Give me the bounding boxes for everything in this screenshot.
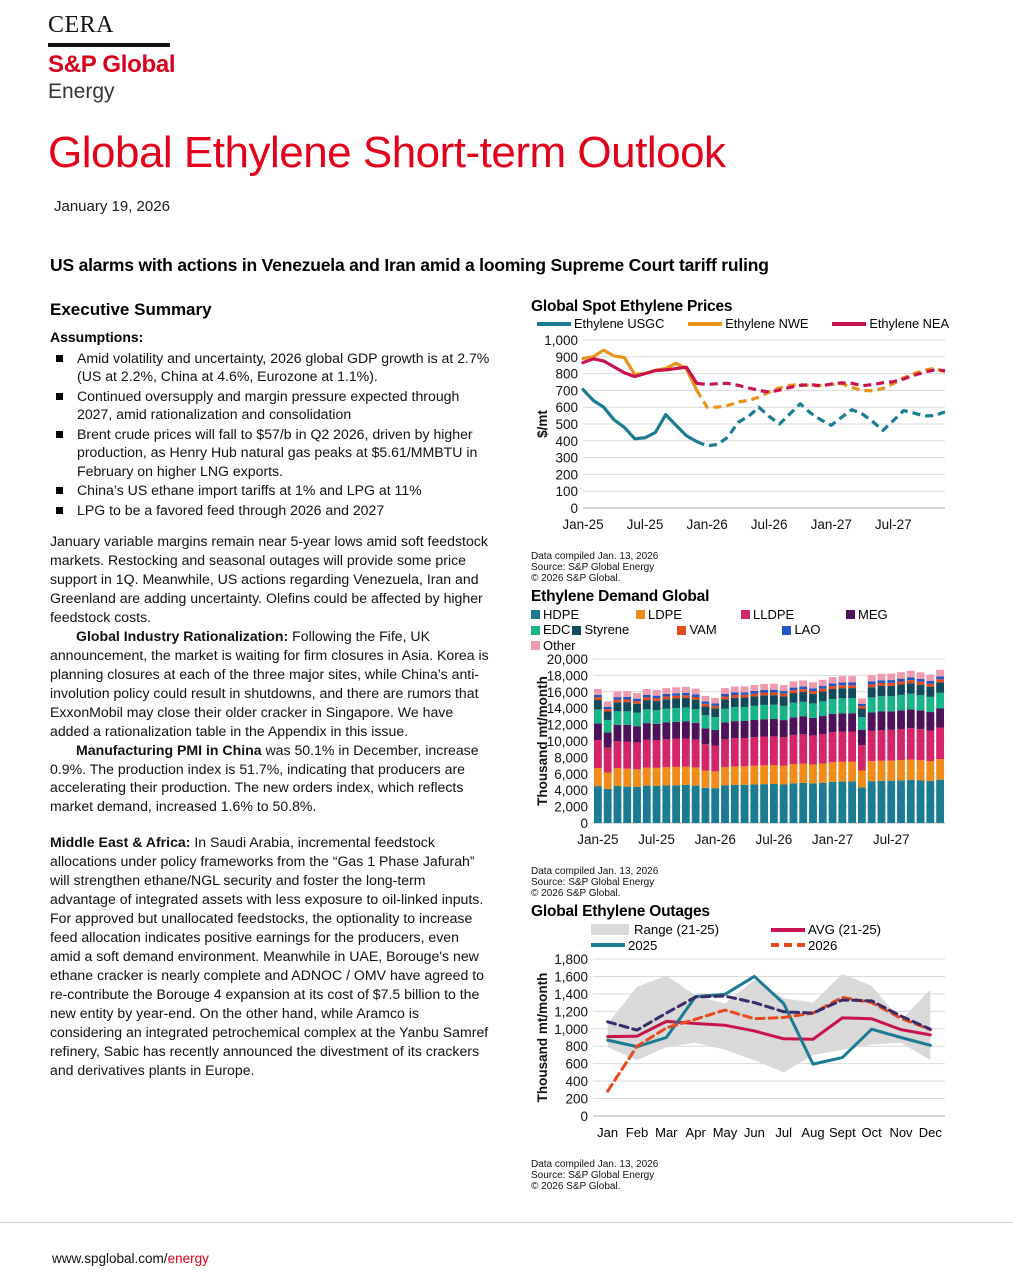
chart-legend xyxy=(531,607,951,652)
svg-text:1,600: 1,600 xyxy=(554,969,588,985)
legend-swatch xyxy=(537,322,571,326)
legend-item xyxy=(531,638,636,653)
legend-item xyxy=(591,938,771,953)
svg-text:Jun: Jun xyxy=(743,1124,765,1140)
svg-text:Jul-26: Jul-26 xyxy=(755,831,793,847)
svg-text:Jan-26: Jan-26 xyxy=(686,516,728,532)
svg-text:Feb: Feb xyxy=(625,1124,649,1140)
legend-swatch xyxy=(846,610,855,619)
legend-item xyxy=(636,607,741,622)
svg-text:1,400: 1,400 xyxy=(554,986,588,1002)
legend-label: EDC xyxy=(543,622,571,638)
legend-swatch xyxy=(782,626,791,635)
svg-text:Oct: Oct xyxy=(861,1124,882,1140)
legend-swatch xyxy=(636,610,645,619)
brand-masthead xyxy=(48,12,348,104)
legend-label: 2026 xyxy=(808,937,838,953)
svg-text:Jan-25: Jan-25 xyxy=(577,831,619,847)
chart-legend xyxy=(531,317,951,332)
legend-swatch xyxy=(771,943,805,947)
legend-label: Ethylene USGC xyxy=(574,316,665,331)
svg-text:14,000: 14,000 xyxy=(546,700,588,716)
legend-swatch xyxy=(531,641,540,650)
svg-text:8,000: 8,000 xyxy=(554,750,588,766)
svg-text:100: 100 xyxy=(555,484,578,500)
chart-plot-area xyxy=(531,332,951,550)
svg-text:500: 500 xyxy=(555,416,578,432)
svg-text:Jan-27: Jan-27 xyxy=(811,831,854,847)
legend-label: Styrene xyxy=(584,622,630,638)
body-paragraph xyxy=(50,741,490,817)
svg-text:Apr: Apr xyxy=(685,1124,706,1140)
svg-text:0: 0 xyxy=(570,500,578,516)
chart-source-note xyxy=(531,551,951,585)
svg-text:Jul: Jul xyxy=(775,1124,792,1140)
svg-text:Jan-25: Jan-25 xyxy=(562,516,604,532)
legend-swatch xyxy=(531,610,540,619)
masthead-divider xyxy=(48,43,170,47)
svg-text:4,000: 4,000 xyxy=(554,782,588,798)
svg-text:$/mt: $/mt xyxy=(535,409,550,438)
paragraph-text: In Saudi Arabia, incremental feedstock allocations under policy frameworks from the “Gas 1 Phase Jafurah” will strengthen ethane/NGL security and foster the long-term advantage of integrated assets with less exposure to oil-linked inputs. For approved but unallocated feedstocks, the optionality to increase feed allocation indicates positive earnings for the producers, even amid a soft demand environment. Meanwhile in UAE, Borouge's new ethane cracker is nearly complete and ADNOC / OMV have agreed to re-contribute the Borouge 4 expansion at its cost of $7.5 billion to the new entity by year-end. On the other hand, while Aramco is considering an integrated petrochemical complex at the Yanbu Samref refinery, Sabic has recently announced the divestment of its crackers and derivatives plants in Europe. xyxy=(50,834,489,1078)
svg-text:Jan-26: Jan-26 xyxy=(694,831,736,847)
source-line: © 2026 S&P Global. xyxy=(531,888,621,900)
legend-label: LLDPE xyxy=(753,607,795,623)
list-item: Brent crude prices will fall to $57/b in Q2 2026, driven by higher production, as Henry Hub natural gas peaks at $5.61/MMBTU in February on higher LNG exports. xyxy=(50,425,490,480)
svg-text:6,000: 6,000 xyxy=(554,766,588,782)
paragraph-lead: Middle East & Africa: xyxy=(50,834,191,851)
legend-swatch xyxy=(572,626,581,635)
sp-global-wordmark: S&P Global xyxy=(48,51,176,79)
svg-text:1,000: 1,000 xyxy=(544,332,578,348)
svg-text:Nov: Nov xyxy=(889,1124,913,1140)
legend-item xyxy=(537,317,664,332)
chart-title: Ethylene Demand Global xyxy=(531,588,710,606)
svg-text:Thousand mt/month: Thousand mt/month xyxy=(535,972,550,1103)
source-line: Data compiled Jan. 13, 2026 xyxy=(531,550,659,562)
svg-text:Jul-27: Jul-27 xyxy=(872,831,910,847)
svg-text:0: 0 xyxy=(580,815,588,831)
body-paragraph xyxy=(50,532,490,627)
legend-item xyxy=(782,622,887,637)
legend-label: 2025 xyxy=(628,937,658,953)
legend-swatch xyxy=(531,626,540,635)
legend-label: Ethylene NEA xyxy=(869,316,949,331)
legend-label: LDPE xyxy=(648,607,682,623)
svg-text:Jul-25: Jul-25 xyxy=(626,516,664,532)
svg-text:0: 0 xyxy=(580,1108,588,1124)
svg-text:1,200: 1,200 xyxy=(554,1004,588,1020)
legend-label: Range (21-25) xyxy=(634,922,720,938)
chart-plot-area xyxy=(531,653,951,865)
legend-item xyxy=(591,922,771,937)
source-line: © 2026 S&P Global. xyxy=(531,573,621,585)
chart-outages xyxy=(531,903,951,1192)
svg-text:May: May xyxy=(712,1124,738,1140)
legend-item xyxy=(677,622,782,637)
legend-item xyxy=(531,607,636,622)
svg-text:200: 200 xyxy=(555,467,578,483)
chart-legend xyxy=(531,922,951,953)
svg-text:12,000: 12,000 xyxy=(546,717,588,733)
svg-text:Jul-26: Jul-26 xyxy=(750,516,788,532)
legend-label: LAO xyxy=(794,622,821,638)
svg-text:1,800: 1,800 xyxy=(554,952,588,967)
energy-wordmark: Energy xyxy=(48,79,115,103)
footer-divider xyxy=(0,1222,1013,1223)
svg-text:Jan: Jan xyxy=(597,1124,619,1140)
assumptions-list xyxy=(50,349,490,519)
legend-swatch xyxy=(688,322,722,326)
legend-label: VAM xyxy=(689,622,717,638)
paragraph-lead: Global Industry Rationalization: xyxy=(76,627,289,644)
legend-swatch-range xyxy=(591,924,629,935)
chart-source-note xyxy=(531,866,951,900)
chart-title: Global Spot Ethylene Prices xyxy=(531,298,733,315)
footer-url-section: energy xyxy=(167,1251,209,1266)
svg-text:800: 800 xyxy=(555,366,578,382)
svg-text:800: 800 xyxy=(565,1039,588,1055)
svg-text:Jul-25: Jul-25 xyxy=(638,831,675,847)
svg-text:Aug: Aug xyxy=(801,1124,825,1140)
source-line: Data compiled Jan. 13, 2026 xyxy=(531,1158,659,1170)
section-heading-executive-summary: Executive Summary xyxy=(50,300,212,319)
source-line: Source: S&P Global Energy xyxy=(531,562,655,574)
svg-text:Jul-27: Jul-27 xyxy=(874,516,912,532)
body-paragraph xyxy=(50,833,490,1079)
legend-label: MEG xyxy=(858,607,888,623)
list-item: LPG to be a favored feed through 2026 and 2027 xyxy=(50,501,490,519)
svg-text:400: 400 xyxy=(555,433,578,449)
legend-item xyxy=(832,317,949,332)
executive-summary-column xyxy=(50,300,490,1080)
chart-plot-area xyxy=(531,953,951,1158)
source-line: Source: S&P Global Energy xyxy=(531,876,655,888)
legend-item xyxy=(741,607,846,622)
legend-label: HDPE xyxy=(543,607,580,623)
chart-demand-global xyxy=(531,588,951,899)
legend-item xyxy=(531,622,572,637)
paragraph-text: was 50.1% in December, increase 0.9%. The production index is 51.7%, indicating that producers are accelerating their production. The new orders index, which reflects market demand, increased 1.6% to 50.8%. xyxy=(50,741,479,815)
svg-text:600: 600 xyxy=(565,1056,588,1072)
svg-text:10,000: 10,000 xyxy=(546,733,588,749)
legend-swatch xyxy=(591,943,625,947)
assumptions-label: Assumptions: xyxy=(50,329,144,345)
source-line: Source: S&P Global Energy xyxy=(531,1170,655,1182)
legend-label: Other xyxy=(543,637,576,653)
svg-text:600: 600 xyxy=(555,400,578,416)
footer-url-base: www.spglobal.com/ xyxy=(52,1251,168,1266)
svg-text:200: 200 xyxy=(565,1091,588,1107)
svg-text:16,000: 16,000 xyxy=(546,684,588,700)
legend-swatch xyxy=(832,322,866,326)
svg-text:400: 400 xyxy=(565,1073,588,1089)
legend-item xyxy=(771,922,951,937)
chart-spot-prices xyxy=(531,298,951,584)
headline: US alarms with actions in Venezuela and Iran amid a looming Supreme Court tariff ruling xyxy=(50,255,769,275)
svg-text:300: 300 xyxy=(555,450,578,466)
legend-item xyxy=(688,317,808,332)
list-item: Amid volatility and uncertainty, 2026 global GDP growth is at 2.7% (US at 2.2%, China at 4.6%, Eurozone at 1.1%). xyxy=(50,349,490,386)
legend-label: AVG (21-25) xyxy=(808,922,882,938)
svg-text:1,000: 1,000 xyxy=(554,1021,588,1037)
chart-source-note xyxy=(531,1159,951,1193)
chart-title: Global Ethylene Outages xyxy=(531,903,710,921)
paragraph-text: Following the Fife, UK announcement, the market is waiting for firm closures in Asia. Korea is planning closures at each of the three major sites, while China’s anti-involution policy could result in shutdowns, and there are rumors that ExxonMobil may close their older cracker in Singapore. We have added a rationalization table in the Appendix in this issue. xyxy=(50,627,489,739)
page-title: Global Ethylene Short-term Outlook xyxy=(48,128,726,177)
legend-swatch xyxy=(741,610,750,619)
svg-text:18,000: 18,000 xyxy=(546,668,588,684)
svg-text:Sept: Sept xyxy=(828,1124,856,1140)
charts-column xyxy=(531,298,951,1196)
cera-wordmark: CERA xyxy=(48,12,115,38)
svg-text:900: 900 xyxy=(555,349,578,365)
paragraph-text: January variable margins remain near 5-year lows amid soft feedstock markets. Restocking and seasonal outages will provide some price support in 1Q. Meanwhile, US actions regarding Venezuela, Iran and Greenland are adding uncertainty. Olefins could be affected by higher feedstock costs. xyxy=(50,533,488,625)
svg-text:2,000: 2,000 xyxy=(554,799,588,815)
source-line: Data compiled Jan. 13, 2026 xyxy=(531,865,659,877)
footer-url[interactable] xyxy=(52,1251,209,1266)
publication-date: January 19, 2026 xyxy=(54,198,170,215)
legend-swatch xyxy=(771,928,805,932)
legend-swatch xyxy=(677,626,686,635)
svg-text:Mar: Mar xyxy=(655,1124,678,1140)
legend-label: Ethylene NWE xyxy=(725,316,809,331)
source-line: © 2026 S&P Global. xyxy=(531,1181,621,1193)
legend-item xyxy=(846,607,951,622)
legend-item xyxy=(771,938,951,953)
svg-text:Dec: Dec xyxy=(918,1124,942,1140)
paragraph-lead: Manufacturing PMI in China xyxy=(76,741,262,758)
list-item: China’s US ethane import tariffs at 1% and LPG at 11% xyxy=(50,481,490,499)
body-paragraph xyxy=(50,627,490,741)
svg-text:Thousand mt/month: Thousand mt/month xyxy=(535,675,550,806)
list-item: Continued oversupply and margin pressure expected through 2027, amid rationalization and consolidation xyxy=(50,387,490,424)
svg-text:Jan-27: Jan-27 xyxy=(810,516,852,532)
legend-item xyxy=(572,622,677,637)
svg-text:700: 700 xyxy=(555,383,578,399)
svg-text:20,000: 20,000 xyxy=(546,652,588,667)
